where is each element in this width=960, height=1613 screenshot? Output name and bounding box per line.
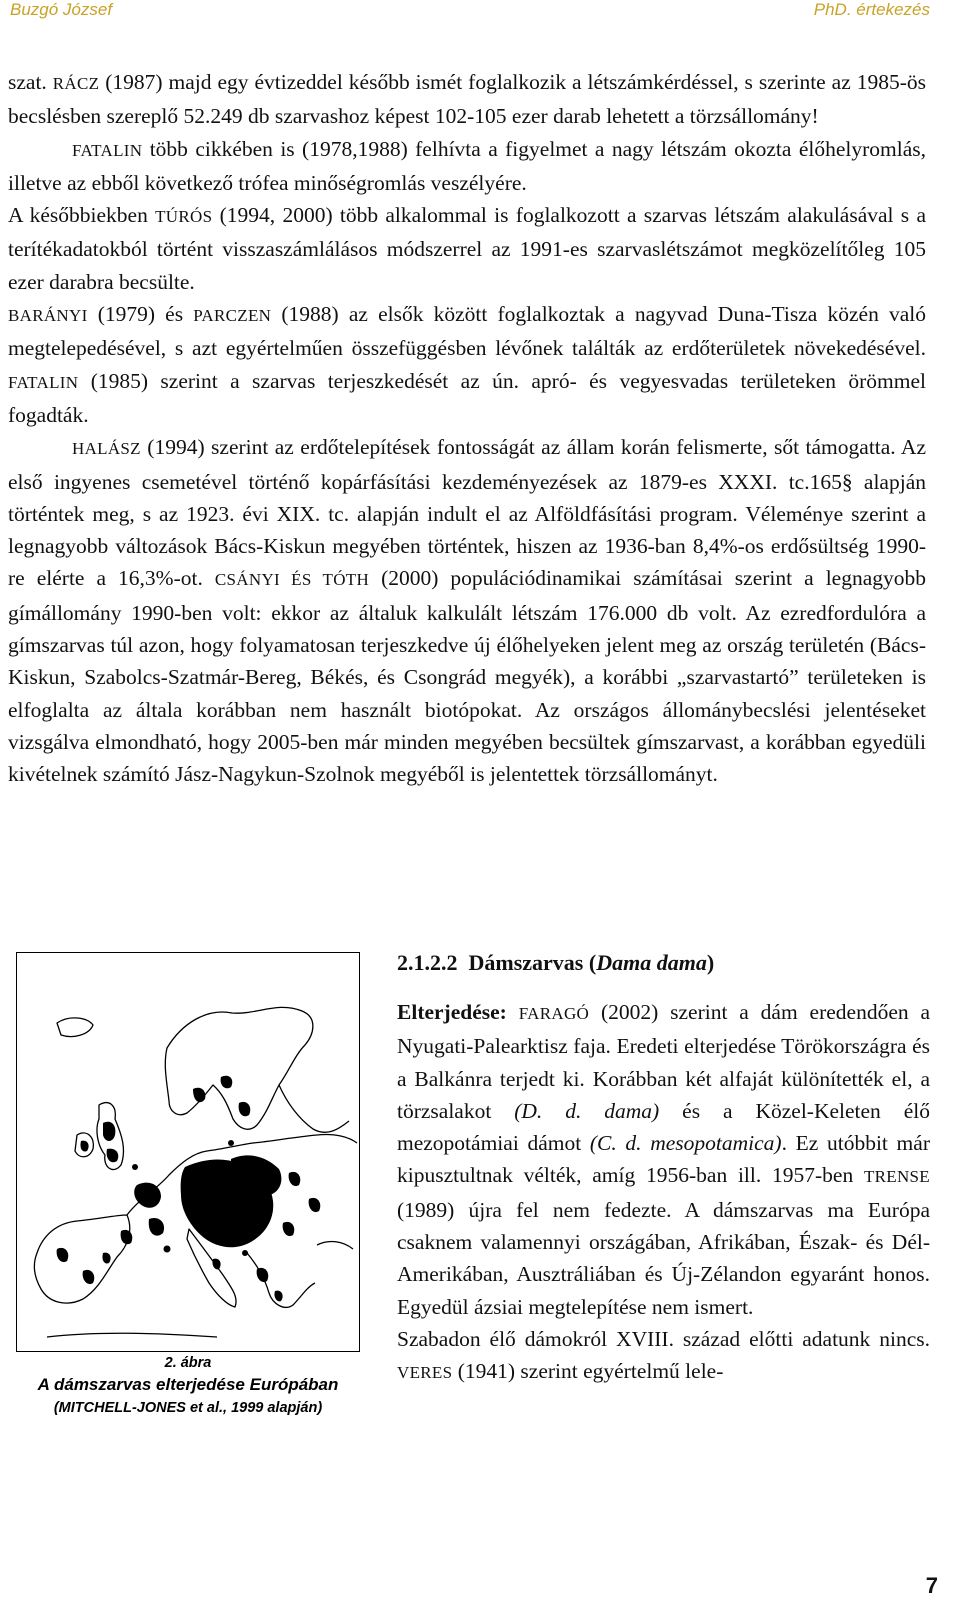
- author-citation: TÚRÓS: [155, 207, 213, 227]
- right-column-text: [397, 996, 930, 1390]
- paragraph: Elterjedése: FARAGÓ (2002) szerint a dám eredendően a Nyugati-Palearktisz faja. Eredeti elterjedése Törökországra és a Balkánra terjedt ki. Korábban két alfaját különítették el, a törzsalakot (D. d. dama) és a Közel-Keleten élő mezopotámiai dámot (C. d. mesopotamica). Ez utóbbit már kipusztultnak vélték, amíg 1956-ban ill. 1957-ben TRENSE (1989) újra fel nem fedezte. A dámszarvas ma Európa csaknem valamennyi országában, Afrikában, Észak- és Dél-Amerikában, Ausztráliában és Új-Zélandon egyaránt honos. Egyedül ázsiai megtelepítése nem ismert.: [397, 1000, 931, 1319]
- europe-map-image: [17, 953, 359, 1351]
- paragraph: A későbbiekben TÚRÓS (1994, 2000) több alkalommal is foglalkozott a szarvas létszám alakulásával s a terítékadatokból történt visszaszámlálásos módszerrel az 1991-es szarvaslétszámot megközelítőleg 105 ezer darabra becsülte.: [8, 203, 926, 294]
- paragraph: szat. RÁCZ (1987) majd egy évtizeddel később ismét foglalkozik a létszámkérdéssel, s szerinte az 1985-ös becslésben szereplő 52.249 db szarvashoz képest 102-105 ezer darab lehetett a törzsállomány!: [8, 70, 926, 129]
- distribution-map-figure: [16, 952, 360, 1352]
- author-citation: VERES: [397, 1363, 453, 1383]
- author-citation: CSÁNYI ÉS TÓTH: [214, 570, 370, 590]
- page-number: 7: [925, 1573, 938, 1598]
- paragraph: HALÁSZ (1994) szerint az erdőtelepítések fontosságát az állam korán felismerte, sőt támogatta. Az első ingyenes csemetével történő kopárfásítási kezdeményezések az 1879-es XXXI. tc.165§ alapján történtek meg, s az 1923. évi XIX. tc. alapján indult el az Alföldfásítási program. Véleménye szerint a legnagyobb változások Bács-Kiskun megyében történtek, hiszen az 1936-ban 8,4%-os erdősültség 1990-re elérte a 16,3%-ot. CSÁNYI ÉS TÓTH (2000) populációdinamikai számításai szerint a legnagyobb gímállomány 1990-ben volt: ekkor az általuk kalkulált létszám 176.000 db volt. Az ezredfordulóra a gímszarvas túl azon, hogy folyamatosan terjeszkedve új élőhelyeken jelent meg az ország területén (Bács-Kiskun, Szabolcs-Szatmár-Bereg, Békés, és Csongrád megyék), a korábbi „szarvastartó” területeken is elfoglalta az általa korábban nem használt biotópokat. Az országos állománybecslési jelentéseket vizsgálva elmondható, hogy 2005-ben már minden megyében becsültek gímszarvast, a korábban egyedüli kivételnek számító Jász-Nagykun-Szolnok megyéből is jelentettek törzsállományt.: [8, 435, 927, 787]
- section-heading: 2.1.2.2 Dámszarvas (Dama dama): [397, 950, 715, 975]
- main-text: [8, 66, 926, 791]
- figure-caption: [16, 1354, 360, 1419]
- figure-title: A dámszarvas elterjedése Európában: [37, 1375, 339, 1394]
- author-citation: FATALIN: [72, 140, 143, 160]
- section-number: 2.1.2.2: [397, 950, 458, 975]
- figure-source: (MITCHELL-JONES et al., 1999 alapján): [53, 1400, 323, 1416]
- run-in-label: Elterjedése:: [397, 1000, 507, 1024]
- section-title: Dámszarvas (: [468, 950, 597, 975]
- paragraph: BARÁNYI (1979) és PARCZEN (1988) az elsők között foglalkoztak a nagyvad Duna-Tisza közén való megtelepedésével, s azt egyértelműen összefüggésben lévőnek találták az erdőterületek növekedésével. FATALIN (1985) szerint a szarvas terjeszkedését az ún. apró- és vegyesvadas területeken örömmel fogadták.: [8, 302, 926, 427]
- author-citation: RÁCZ: [52, 74, 100, 93]
- paragraph: Szabadon élő dámokról XVIII. század előtti adatunk nincs. VERES (1941) szerint egyértelmű lele-: [397, 1326, 930, 1384]
- author-citation: PARCZEN: [193, 306, 272, 326]
- running-header-doctype: PhD. értekezés: [813, 0, 930, 19]
- running-header-author: Buzgó József: [10, 0, 113, 19]
- author-citation: FATALIN: [8, 372, 79, 392]
- paragraph: FATALIN több cikkében is (1978,1988) felhívta a figyelmet a nagy létszám okozta élőhelyromlás, illetve az ebből következő trófea minőségromlás veszélyére.: [8, 136, 926, 195]
- author-citation: BARÁNYI: [8, 306, 88, 326]
- author-citation: TRENSE: [863, 1167, 930, 1187]
- author-citation: FARAGÓ: [518, 1004, 590, 1023]
- section-latin-name: Dama dama: [596, 950, 707, 975]
- author-citation: HALÁSZ: [72, 439, 141, 459]
- figure-number: 2. ábra: [164, 1355, 212, 1371]
